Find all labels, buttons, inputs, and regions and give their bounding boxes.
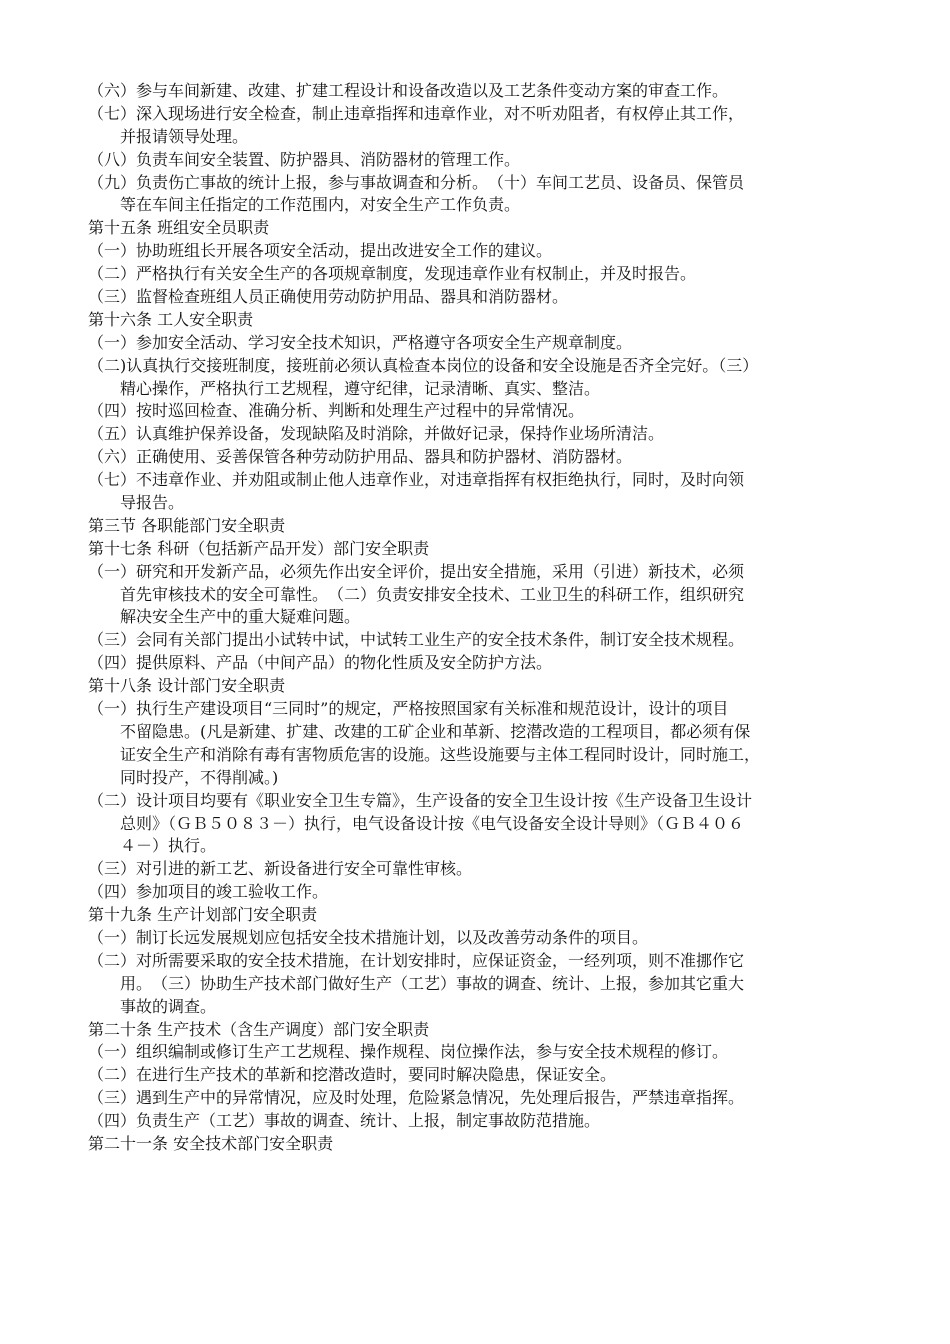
- paragraph-continuation: 并报请领导处理。: [120, 126, 249, 146]
- paragraph-continuation: 用。 （三）协助生产技术部门做好生产（工艺）事故的调查、统计、上报，参加其它重大: [120, 973, 745, 993]
- list-item: （二）设计项目均要有《职业安全卫生专篇》，生产设备的安全卫生设计按《生产设备卫生设计: [88, 790, 753, 810]
- list-item: （六）参与车间新建、改建、扩建工程设计和设备改造以及工艺条件变动方案的审查工作。: [88, 81, 729, 100]
- list-item: （三）对引进的新工艺、新设备进行安全可靠性审核。: [88, 859, 473, 879]
- list-item: （一）制订长远发展规划应包括安全技术措施计划，以及改善劳动条件的项目。: [88, 927, 649, 947]
- list-item: （二)认真执行交接班制度，接班前必须认真检查本岗位的设备和安全设施是否齐全完好。（三）: [88, 355, 759, 375]
- section-heading: 第十九条 生产计划部门安全职责: [88, 905, 318, 925]
- section-heading: 第二十一条 安全技术部门安全职责: [88, 1133, 334, 1153]
- list-item: （八）负责车间安全装置、防护器具、消防器材的管理工作。: [88, 149, 521, 169]
- section-heading: 第十六条 工人安全职责: [88, 309, 254, 329]
- list-item: （二）在进行生产技术的革新和挖潜改造时，要同时解决隐患，保证安全。: [88, 1065, 617, 1085]
- list-item: （一）研究和开发新产品，必须先作出安全评价，提出安全措施，采用（引进）新技术，必须: [88, 561, 745, 581]
- list-item: （四）提供原料、产品（中间产品）的物化性质及安全防护方法。: [88, 653, 553, 673]
- paragraph-continuation: 证安全生产和消除有毒有害物质危害的设施。这些设施要与主体工程同时设计，同时施工，: [120, 744, 761, 764]
- section-heading: 第三节 各职能部门安全职责: [88, 515, 286, 535]
- paragraph-continuation: 同时投产，不得削减。): [120, 767, 279, 787]
- list-item: （一）执行生产建设项目“三同时”的规定，严格按照国家有关标准和规范设计，设计的项目: [88, 699, 729, 719]
- document-page: [88, 80, 878, 1156]
- list-item: （三）会同有关部门提出小试转中试，中试转工业生产的安全技术条件，制订安全技术规程。: [88, 630, 745, 650]
- section-heading: 第二十条 生产技术（含生产调度）部门安全职责: [88, 1019, 430, 1039]
- list-item: （四）参加项目的竣工验收工作。: [88, 882, 329, 902]
- section-heading: 第十七条 科研（包括新产品开发）部门安全职责: [88, 538, 430, 558]
- paragraph-continuation: 精心操作，严格执行工艺规程，遵守纪律，记录清晰、真实、整洁。: [120, 378, 601, 398]
- paragraph-continuation: 首先审核技术的安全可靠性。 （二）负责安排安全技术、工业卫生的科研工作，组织研究: [120, 584, 745, 604]
- paragraph-continuation: 总则》（ＧＢ５０８３－）执行，电气设备设计按《电气设备安全设计导则》（ＧＢ４０６: [120, 813, 745, 833]
- list-item: （二）对所需要采取的安全技术措施，在计划安排时，应保证资金，一经列项，则不准挪作它: [88, 950, 745, 970]
- paragraph-continuation: 不留隐患。(凡是新建、扩建、改建的工矿企业和革新、挖潜改造的工程项目，都必须有保: [120, 721, 751, 741]
- list-item: （五）认真维护保养设备，发现缺陷及时消除，并做好记录，保持作业场所清洁。: [88, 424, 665, 444]
- list-item: （一）协助班组长开展各项安全活动，提出改进安全工作的建议。: [88, 241, 553, 261]
- list-item: （二）严格执行有关安全生产的各项规章制度，发现违章作业有权制止，并及时报告。: [88, 264, 697, 284]
- list-item: （一）参加安全活动、学习安全技术知识，严格遵守各项安全生产规章制度。: [88, 332, 633, 352]
- list-item: （四）按时巡回检查、准确分析、判断和处理生产过程中的异常情况。: [88, 401, 585, 421]
- paragraph-continuation: 事故的调查。: [120, 996, 217, 1016]
- list-item: （七）不违章作业、并劝阻或制止他人违章作业，对违章指挥有权拒绝执行，同时，及时向领: [88, 470, 745, 490]
- paragraph-continuation: 解决安全生产中的重大疑难问题。: [120, 607, 361, 627]
- paragraph-continuation: ４－）执行。: [120, 836, 217, 856]
- paragraph-continuation: 等在车间主任指定的工作范围内，对安全生产工作负责。: [120, 195, 521, 215]
- list-item: （七）深入现场进行安全检查，制止违章指挥和违章作业，对不听劝阻者，有权停止其工作，: [88, 103, 745, 123]
- list-item: （一）组织编制或修订生产工艺规程、操作规程、岗位操作法，参与安全技术规程的修订。: [88, 1042, 729, 1062]
- list-item: （三）遇到生产中的异常情况，应及时处理，危险紧急情况，先处理后报告，严禁违章指挥。: [88, 1088, 745, 1108]
- list-item: （六）正确使用、妥善保管各种劳动防护用品、器具和防护器材、消防器材。: [88, 447, 633, 467]
- section-heading: 第十八条 设计部门安全职责: [88, 676, 286, 696]
- paragraph-continuation: 导报告。: [120, 493, 185, 513]
- list-item: （九）负责伤亡事故的统计上报，参与事故调查和分析。 （十）车间工艺员、设备员、保管员: [88, 172, 745, 192]
- list-item: （三）监督检查班组人员正确使用劳动防护用品、器具和消防器材。: [88, 287, 569, 307]
- list-item: （四）负责生产（工艺）事故的调查、统计、上报，制定事故防范措施。: [88, 1111, 601, 1131]
- section-heading: 第十五条 班组安全员职责: [88, 218, 270, 238]
